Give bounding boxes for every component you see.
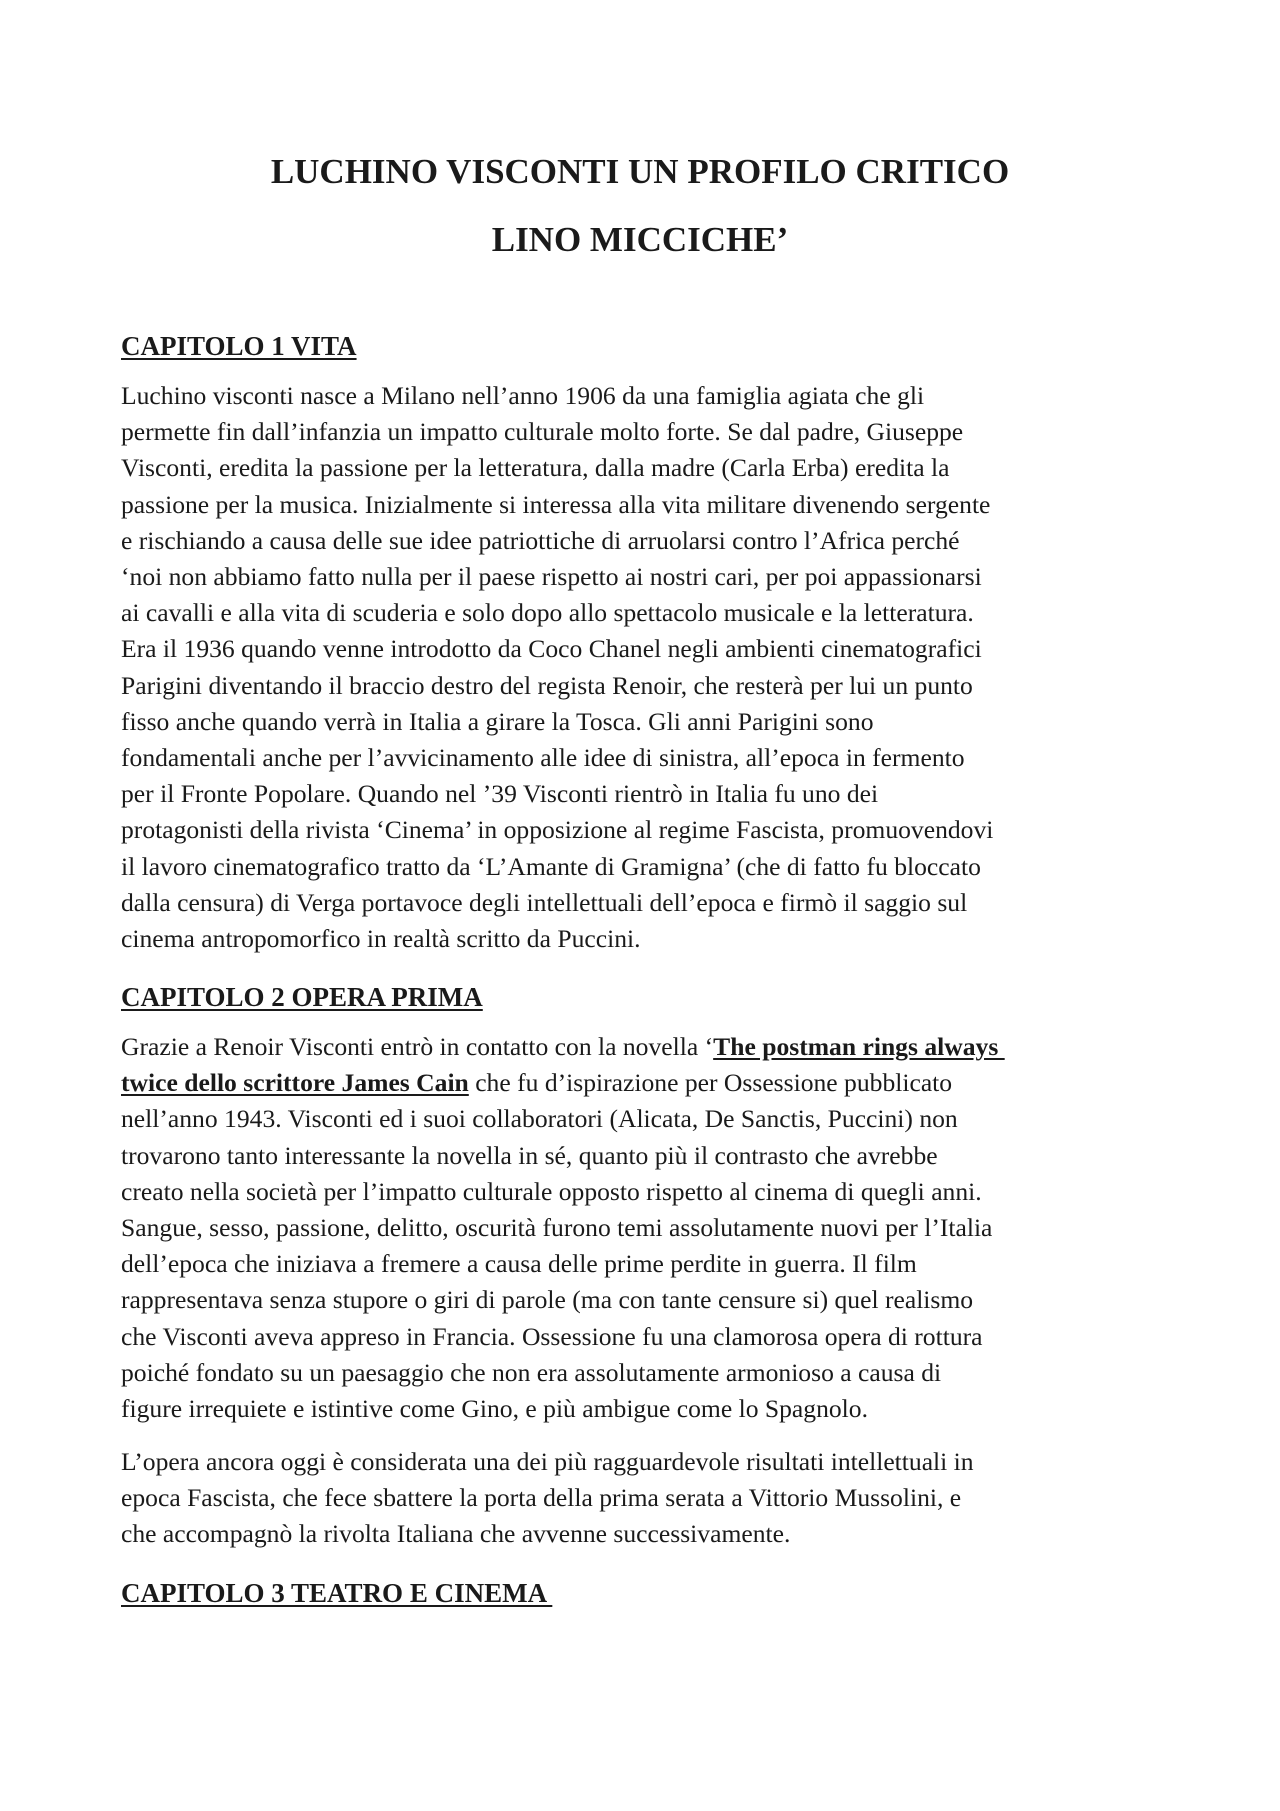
paragraph-line: che Visconti aveva appreso in Francia. Ossessione fu una clamorosa opera di rottura — [121, 1321, 983, 1351]
paragraph-line: il lavoro cinematografico tratto da ‘L’Amante di Gramigna’ (che di fatto fu bloccato — [121, 851, 981, 881]
paragraph-line: fondamentali anche per l’avvicinamento alle idee di sinistra, all’epoca in fermento — [121, 743, 965, 773]
document-title: LUCHINO VISCONTI UN PROFILO CRITICO — [270, 152, 1010, 191]
text-run: che fu d’ispirazione per Ossessione pubblicato — [468, 1068, 953, 1098]
paragraph-line: protagonisti della rivista ‘Cinema’ in opposizione al regime Fascista, promuovendovi — [121, 815, 994, 845]
paragraph-line: che accompagnò la rivolta Italiana che avvenne successivamente. — [121, 1519, 791, 1549]
paragraph-line: dalla censura) di Verga portavoce degli intellettuali dell’epoca e firmò il saggio sul — [121, 887, 968, 917]
paragraph-line: rappresentava senza stupore o giri di parole (ma con tante censure si) quel realismo — [121, 1285, 974, 1315]
paragraph-line: passione per la musica. Inizialmente si interessa alla vita militare divenendo sergente — [121, 489, 991, 519]
paragraph-line: creato nella società per l’impatto culturale opposto rispetto al cinema di quegli anni. — [121, 1176, 982, 1206]
paragraph-line — [121, 1065, 1181, 1101]
paragraph-line: fisso anche quando verrà in Italia a girare la Tosca. Gli anni Parigini sono — [121, 706, 874, 736]
paragraph-line: figure irrequiete e istintive come Gino, e più ambigue come lo Spagnolo. — [121, 1394, 868, 1424]
chapter-2-paragraph-1 — [121, 1029, 1181, 1427]
book-title-emphasis: The postman rings always — [713, 1032, 1005, 1061]
paragraph-line: Sangue, sesso, passione, delitto, oscurità furono temi assolutamente nuovi per l’Italia — [121, 1213, 993, 1243]
paragraph-line: epoca Fascista, che fece sbattere la porta della prima serata a Vittorio Mussolini, e — [121, 1483, 962, 1513]
paragraph-line: cinema antropomorfico in realtà scritto da Puccini. — [121, 924, 641, 954]
paragraph-line — [121, 1029, 1181, 1065]
chapter-2-heading: CAPITOLO 2 OPERA PRIMA — [121, 982, 483, 1012]
paragraph-line: e rischiando a causa delle sue idee patriottiche di arruolarsi contro l’Africa perché — [121, 525, 960, 555]
chapter-1-heading: CAPITOLO 1 VITA — [121, 331, 357, 361]
paragraph-line: Luchino visconti nasce a Milano nell’anno 1906 da una famiglia agiata che gli — [121, 381, 925, 410]
paragraph-line: per il Fronte Popolare. Quando nel ’39 Visconti rientrò in Italia fu uno dei — [121, 779, 879, 809]
chapter-1-paragraph — [121, 378, 1181, 957]
paragraph-line: permette fin dall’infanzia un impatto culturale molto forte. Se dal padre, Giuseppe — [121, 417, 964, 447]
paragraph-line: Era il 1936 quando venne introdotto da Coco Chanel negli ambienti cinematografici — [121, 634, 982, 664]
paragraph-line: poiché fondato su un paesaggio che non era assolutamente armonioso a causa di — [121, 1357, 942, 1387]
chapter-2-paragraph-2 — [121, 1444, 1181, 1553]
book-title-emphasis: twice dello scrittore James Cain — [121, 1068, 469, 1098]
chapter-3-heading: CAPITOLO 3 TEATRO E CINEMA — [121, 1578, 553, 1608]
paragraph-line: trovarono tanto interessante la novella in sé, quanto più il contrasto che avrebbe — [121, 1140, 938, 1170]
document-author: LINO MICCICHE’ — [491, 220, 789, 259]
text-run: Grazie a Renoir Visconti entrò in contatto con la novella ‘ — [121, 1032, 714, 1061]
paragraph-line: ‘noi non abbiamo fatto nulla per il paese rispetto ai nostri cari, per poi appassionarsi — [121, 562, 982, 592]
paragraph-line: Visconti, eredita la passione per la letteratura, dalla madre (Carla Erba) eredita la — [121, 453, 950, 483]
paragraph-line: nell’anno 1943. Visconti ed i suoi collaboratori (Alicata, De Sanctis, Puccini) non — [121, 1104, 958, 1134]
paragraph-line: ai cavalli e alla vita di scuderia e solo dopo allo spettacolo musicale e la letteratura. — [121, 598, 974, 628]
paragraph-line: dell’epoca che iniziava a fremere a causa delle prime perdite in guerra. Il film — [121, 1249, 917, 1279]
paragraph-line: Parigini diventando il braccio destro del regista Renoir, che resterà per lui un punto — [121, 670, 973, 700]
paragraph-line: L’opera ancora oggi è considerata una dei più ragguardevole risultati intellettuali in — [121, 1447, 974, 1476]
